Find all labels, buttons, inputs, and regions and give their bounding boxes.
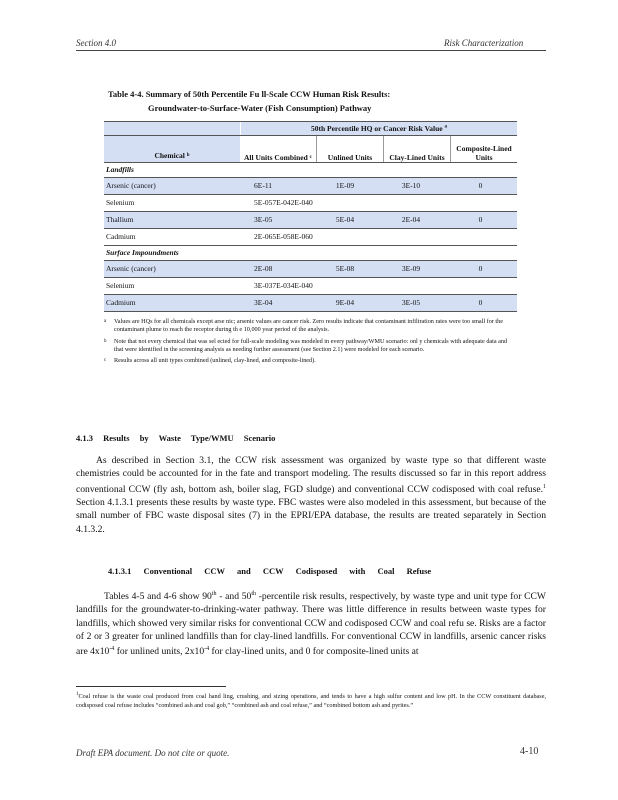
section-4-1-3-paragraph: As described in Section 3.1, the CCW risk assessment was organized by waste type so that different waste chemistries could be accounted for in the fate and transport modeling. The results discussed so far in this report address conventional CCW (fly ash, bottom ash, boiler slag, FGD sludge) and conventional CCW codisposed with coal refuse.$^1$ Section 4.1.3.1 presents these results by waste type. FBC wastes were also modeled in this assessment, but because of the small number of FBC waste disposal sites (7) in the EPRI/EPA database, the results are treated separately in Section 4.1.3.2. (76, 455, 546, 535)
table-notes (104, 318, 517, 368)
running-header-section: Section 4.0 (76, 38, 116, 48)
cell-composite-lined (444, 195, 517, 211)
cell-chemical: Cadmium (106, 298, 136, 307)
table-section-title: Surface Impoundments (104, 246, 517, 261)
cell-clay-lined: 3E-10 (401, 181, 421, 190)
note-c: c Results across all unit types combined (unlined, clay-lined, and composite-lined). (104, 357, 316, 365)
footnote-ref: 1 (543, 483, 546, 490)
cell-clay-lined: 3E-05 (401, 298, 421, 307)
cell-composite-lined: 0 (478, 264, 483, 273)
band-label: 50th Percentile HQ or Cancer Risk Value (310, 124, 443, 133)
table-row (104, 195, 517, 212)
column-header-row (104, 136, 517, 163)
cell-clay-lined (378, 229, 444, 245)
cell-chemical: Arsenic (cancer) (106, 181, 156, 190)
table-section-title: Landfills (104, 163, 517, 178)
cell-chemical: Selenium (106, 281, 135, 290)
cell-unlined: 1E-09 (335, 181, 355, 190)
cell-all-units: 5E-057E-042E-040 (254, 198, 313, 207)
cell-all-units: 6E-11 (254, 181, 273, 190)
header-rule (76, 50, 546, 51)
cell-chemical: Thallium (106, 215, 134, 224)
cell-all-units: 2E-065E-058E-060 (254, 232, 313, 241)
table-row (104, 278, 517, 295)
cell-composite-lined (444, 278, 517, 294)
cell-chemical: Arsenic (cancer) (106, 264, 156, 273)
page-number: 4-10 (520, 746, 539, 757)
table-caption-line2: Groundwater-to-Surface-Water (Fish Consumption) Pathway (148, 103, 372, 113)
col-chemical: Chemical b (104, 136, 240, 162)
cell-unlined: 5E-04 (335, 215, 355, 224)
cell-composite-lined: 0 (478, 215, 483, 224)
running-header-title: Risk Characterization (444, 38, 524, 48)
cell-composite-lined: 0 (478, 181, 483, 190)
cell-chemical: Cadmium (106, 232, 136, 241)
cell-chemical: Selenium (106, 198, 135, 207)
section-4-1-3-1-paragraph: Tables 4-5 and 4-6 show 90th - and 50th -percentile risk results, respectively, by waste type and unit type for CCW landfills for the groundwater-to-drinking-water pathway. There was little difference in results between waste types for landfills, which showed very similar risks for conventional CCW and codisposed CCW and coal refu se. Risks are a factor of 2 or 3 greater for unlined landfills than for clay-lined landfills. For conventional CCW in landfills, arsenic cancer risks are $4x10^{-4}$ for unlined units, $2x10^{-4}$ for clay-lined units, and 0 for composite-lined units at (76, 591, 546, 658)
cell-unlined (312, 195, 378, 211)
cell-all-units: 3E-05 (254, 215, 273, 224)
col-unlined: Unlined Units (317, 136, 384, 162)
footer-draft-notice: Draft EPA document. Do not cite or quote. (76, 748, 230, 758)
cell-all-units: 2E-08 (254, 264, 273, 273)
risk-results-table (104, 121, 517, 312)
table-row (104, 212, 517, 229)
note-b: b Note that not every chemical that was sel ected for full-scale modeling was modeled in every pathway/WMU scenario: onl y chemicals with adequate data and that were identified in the screening analysis as needing further assessment (see Section 2.1) were modeled for each scenario. (104, 337, 508, 353)
col-clay-lined: Clay-Lined Units (384, 136, 451, 162)
note-a: a Values are HQs for all chemicals except arse nic; arsenic values are cancer risk. Zero results indicate that contaminant infiltration rates were too small for the contaminant plume to reach the receptor during th e 10,000 year period of the analysis. (104, 318, 503, 334)
cell-clay-lined (378, 278, 444, 294)
cell-all-units: 3E-037E-034E-040 (254, 281, 313, 290)
col-all-units: All Units Combined c (240, 136, 317, 162)
table-row (104, 229, 517, 246)
cell-clay-lined: 2E-04 (401, 215, 421, 224)
cell-clay-lined (378, 195, 444, 211)
cell-composite-lined: 0 (478, 298, 483, 307)
section-heading-4-1-3: 4.1.3 Results by Waste Type/WMU Scenario (76, 433, 276, 443)
table-row (104, 295, 517, 312)
footnote-rule (76, 686, 226, 687)
section-heading-4-1-3-1: 4.1.3.1 Conventional CCW and CCW Codisposed with Coal Refuse (108, 566, 432, 576)
cell-clay-lined: 3E-09 (401, 264, 421, 273)
cell-unlined (312, 278, 378, 294)
table-header-band (104, 121, 517, 136)
table-caption (108, 87, 508, 115)
cell-composite-lined (444, 229, 517, 245)
footnote: $^1$Coal refuse is the waste coal produced from coal hand ling, crushing, and sizing operations, and tends to have a high sulfur content and low pH. In the CCW constituent database, codisposed coal refuse includes “combined ash and coal gob,” “combined ash and coal refuse,” and “combined bottom ash and pyrites.” (76, 692, 546, 709)
cell-unlined: 9E-04 (335, 298, 355, 307)
table-body (104, 163, 517, 312)
cell-all-units: 3E-04 (254, 298, 273, 307)
band-mark: a (444, 124, 448, 130)
table-row (104, 178, 517, 195)
table-caption-line1: Table 4-4. Summary of 50th Percentile Fu ll-Scale CCW Human Risk Results: (108, 89, 391, 99)
cell-unlined (312, 229, 378, 245)
cell-unlined: 5E-08 (335, 264, 355, 273)
table-row (104, 261, 517, 278)
col-composite-lined: Composite-Lined Units (456, 144, 512, 162)
